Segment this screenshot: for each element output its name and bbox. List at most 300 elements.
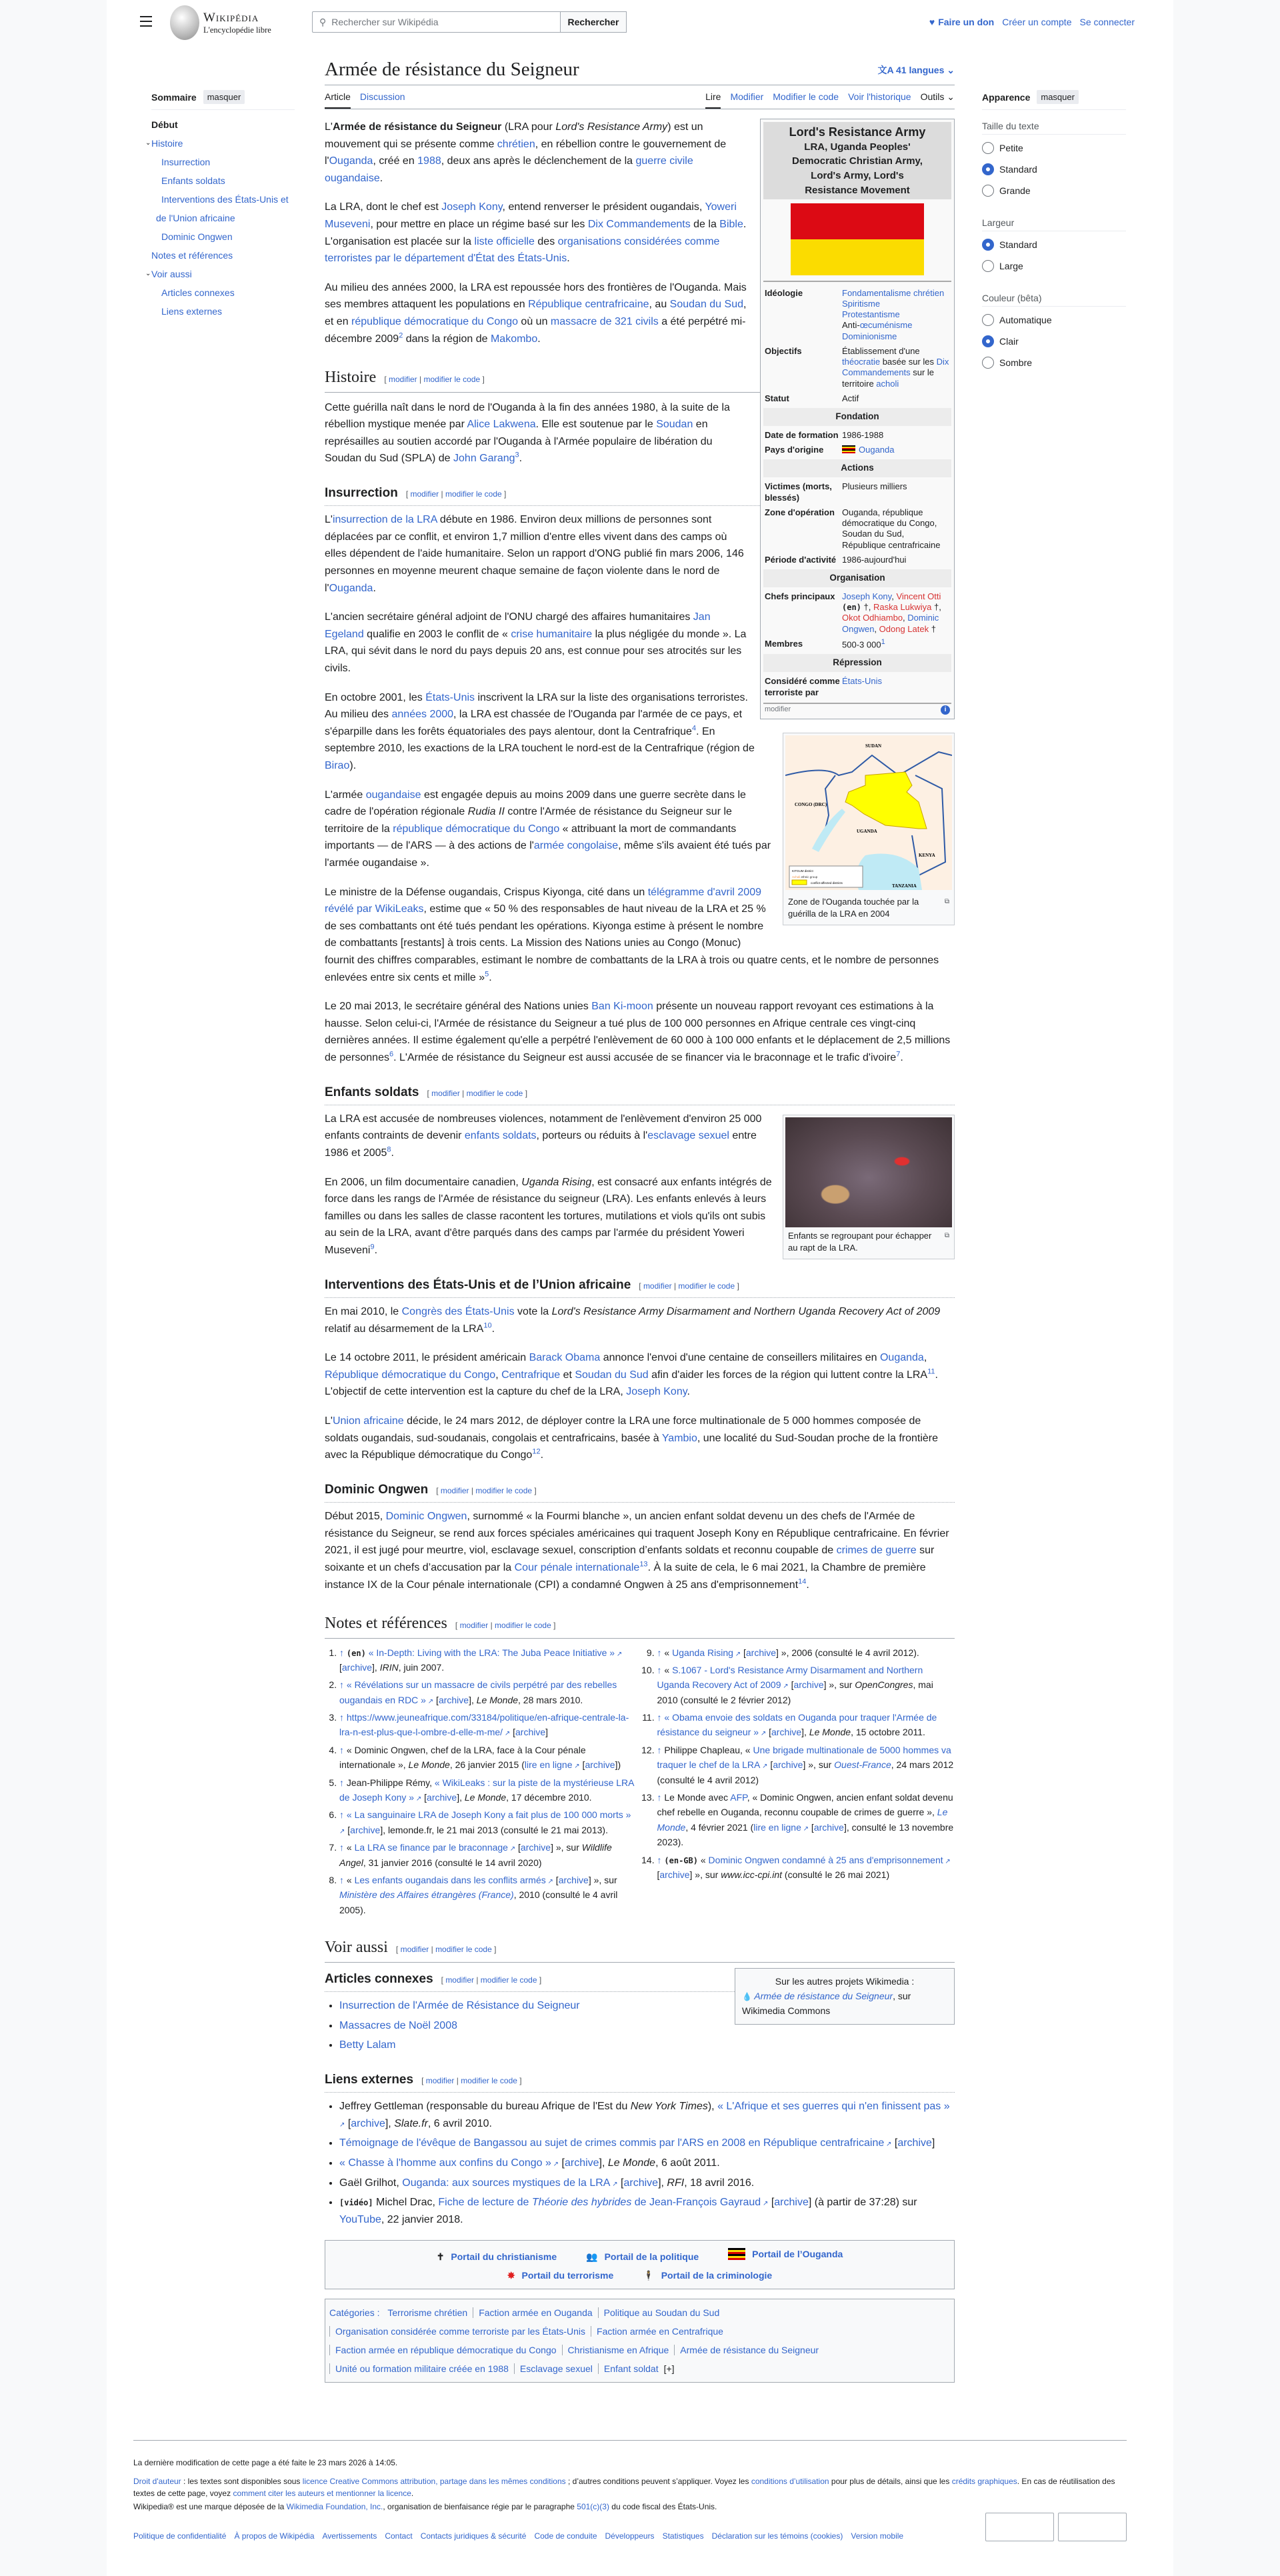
wikimedia-button[interactable] (985, 2513, 1054, 2541)
donate-link[interactable] (929, 17, 994, 27)
link[interactable]: archive (564, 2157, 599, 2169)
link[interactable]: Protestantisme (842, 309, 900, 319)
backlink-arrow[interactable]: ↑ (339, 1809, 347, 1821)
map-label: UGANDA (857, 828, 877, 834)
link[interactable]: Birao (325, 760, 350, 771)
edit-section-link[interactable]: modifier (425, 2075, 455, 2085)
wikipedia-logo[interactable] (170, 5, 271, 40)
external-link[interactable]: Une brigade multinationale de 5000 hommes va traquer le chef de la LRA ↗ (657, 1744, 951, 1771)
link[interactable]: archive (771, 1727, 802, 1738)
infobox-section-header: Fondation (763, 408, 951, 426)
category-link[interactable]: Faction armée en république démocratique du Congo (329, 2345, 562, 2355)
backlink-arrow[interactable]: ↑ (657, 1647, 665, 1658)
sister-heading: Sur les autres projets Wikimedia : (775, 1975, 915, 1987)
enlarge-icon[interactable]: ⧉ (944, 898, 949, 906)
link[interactable]: archive (773, 1759, 803, 1771)
backlink-arrow[interactable]: ↑ (657, 1792, 665, 1803)
category-link[interactable]: Christianisme en Afrique (562, 2345, 675, 2355)
license-text: Droit d'auteur : les textes sont disponibles sous licence Creative Commons attribution, partage dans les mêmes conditions ; d’autres conditions peuvent s’appliquer. Voyez les conditions d’utilisation pour plus de détails, ainsi que les crédits graphiques. En cas de réutilisation des textes de cette page, voyez comment citer les auteurs et mentionner la licence. (133, 2477, 1115, 2498)
link[interactable]: Ban Ki-moon (591, 1001, 653, 1013)
section-title: Enfants soldats (325, 1085, 419, 1099)
link[interactable]: archive (351, 2117, 385, 2129)
reference-item: 9. ↑ « Uganda Rising ↗ [archive] », 2006 (consulté le 4 avril 2012). (657, 1645, 955, 1660)
link[interactable]: comment citer les auteurs et mentionner la licence (233, 2489, 411, 2498)
red-link[interactable]: Vincent Otti (896, 591, 941, 601)
link[interactable]: archive (341, 1661, 373, 1673)
radio-button[interactable] (982, 142, 994, 154)
section-edit-links: [ modifier | modifier le code ] (384, 375, 485, 385)
external-link[interactable]: « Chasse à l'homme aux confins du Congo » ↗ (339, 2157, 559, 2169)
category-link[interactable]: Politique au Soudan du Sud (598, 2307, 725, 2318)
tab-voir-l-historique[interactable]: Voir l'historique (848, 91, 911, 102)
link[interactable]: AFP (730, 1792, 747, 1803)
portal-label[interactable]: Portail de la criminologie (661, 2270, 773, 2281)
paragraph: Au milieu des années 2000, la LRA est repoussée hors des frontières de l'Ouganda. Mais ses membres attaquent les populations en République centrafricaine, au Soudan du Sud, et en république démocratique du Congo où un massacre de 321 civils a été perpétré mi-décembre 2009$^2$ dans la région de Makombo. (325, 281, 747, 345)
infobox-value: Ouganda, république démocratique du Congo, Soudan du Sud, République centrafricaine (842, 507, 941, 550)
link[interactable]: Soudan (656, 419, 693, 431)
link[interactable]: archive (558, 1875, 589, 1885)
link[interactable]: archive (427, 1792, 457, 1803)
toc-item[interactable] (151, 283, 295, 302)
radio-button[interactable] (982, 163, 994, 175)
reference-link[interactable]: 3 (515, 451, 519, 459)
link[interactable]: télégramme d'avril 2009 révélé par WikiLeaks (325, 886, 761, 915)
link[interactable]: archive (897, 2137, 932, 2149)
category-link[interactable]: Esclavage sexuel (514, 2363, 598, 2374)
footer-link[interactable]: Déclaration sur les témoins (cookies) (711, 2531, 843, 2541)
lra-children-photo[interactable] (785, 1117, 952, 1227)
link[interactable]: théocratie (842, 357, 881, 367)
edit-source-link[interactable]: modifier le code (480, 1975, 537, 1985)
link[interactable]: Joseph Kony (842, 591, 892, 601)
reference-link[interactable]: 13 (639, 1560, 648, 1569)
reference-link[interactable]: 10 (483, 1321, 492, 1330)
footer-link[interactable]: Développeurs (605, 2531, 655, 2541)
link[interactable]: Yambio (661, 1432, 697, 1444)
link[interactable]: crise humanitaire (511, 628, 593, 640)
tab-modifier[interactable]: Modifier (730, 91, 764, 102)
external-link[interactable]: S.1067 - Lord's Resistance Army Disarmament and Northern Uganda Recovery Act of 2009 ↗ (657, 1664, 923, 1691)
link[interactable]: archive (438, 1694, 469, 1705)
backlink-arrow[interactable]: ↑ (339, 1777, 347, 1788)
portal-link[interactable] (728, 2245, 843, 2263)
edit-section-link[interactable]: modifier (459, 1621, 489, 1631)
footer-link[interactable]: Politique de confidentialité (133, 2531, 227, 2541)
italic-text: Uganda Rising (521, 1176, 592, 1188)
link[interactable]: Soudan du Sud (575, 1369, 649, 1381)
backlink-arrow[interactable]: ↑ (339, 1875, 347, 1885)
link[interactable]: Fondamentalisme chrétien (842, 287, 945, 298)
search-button[interactable]: Rechercher (560, 11, 627, 33)
external-link[interactable]: lire en ligne ↗ (753, 1821, 809, 1833)
categories-expand-button[interactable]: [+] (663, 2363, 675, 2375)
portal-label[interactable]: Portail du christianisme (451, 2251, 557, 2263)
link[interactable]: Makombo (490, 333, 538, 345)
backlink-arrow[interactable]: ↑ (339, 1712, 347, 1723)
link[interactable]: Cour pénale internationale (514, 1561, 640, 1573)
radio-option[interactable] (982, 309, 1126, 331)
link[interactable]: Joseph Kony (441, 201, 503, 213)
toc-item-label: Histoire (151, 138, 183, 149)
external-link[interactable]: « Révélations sur un massacre de civils perpétré par des rebelles ougandais en RDC » ↗ (339, 1679, 617, 1705)
footer-link[interactable]: Version mobile (851, 2531, 904, 2541)
link[interactable]: liste officielle (474, 235, 535, 247)
related-article-link[interactable]: Insurrection de l'Armée de Résistance du Seigneur (339, 1999, 580, 2011)
reference-link[interactable]: 8 (387, 1145, 391, 1154)
categories-label[interactable]: Catégories : (329, 2307, 380, 2319)
red-link[interactable]: Okot Odhiambo (842, 613, 903, 623)
edit-section-link[interactable]: modifier (400, 1945, 429, 1955)
external-link-icon: ↗ (759, 1730, 767, 1738)
link[interactable]: 1988 (417, 155, 441, 167)
portal-label[interactable]: Portail du terrorisme (521, 2270, 614, 2281)
backlink-arrow[interactable]: ↑ (339, 1679, 347, 1691)
footer-link[interactable]: Statistiques (662, 2531, 704, 2541)
info-icon[interactable]: i (941, 705, 950, 715)
link[interactable]: chrétien (497, 138, 535, 150)
toc-item[interactable] (151, 153, 295, 171)
link[interactable]: Wikimedia Foundation, Inc. (286, 2502, 383, 2511)
backlink-arrow[interactable]: ↑ (657, 1854, 665, 1865)
link[interactable]: Soudan du Sud (669, 299, 743, 311)
infobox-edit-link[interactable]: modifier (765, 705, 791, 713)
link[interactable]: Spiritisme (842, 298, 881, 309)
link[interactable]: œcuménisme (859, 320, 913, 331)
edit-section-link[interactable]: modifier (431, 1088, 460, 1098)
external-link[interactable]: Uganda Rising ↗ (672, 1647, 741, 1658)
sister-link-line (742, 1989, 947, 2019)
footer-link[interactable]: Avertissements (322, 2531, 377, 2541)
category-link[interactable]: Organisation considérée comme terroriste par les États-Unis (329, 2326, 591, 2337)
link[interactable]: république démocratique du Congo (351, 315, 518, 327)
edit-source-link[interactable]: modifier le code (423, 375, 481, 385)
reference-link[interactable]: 6 (389, 1050, 394, 1059)
category-link[interactable]: Unité ou formation militaire créée en 1988 (329, 2363, 514, 2374)
portal-link[interactable] (643, 2266, 772, 2285)
toc-item[interactable] (151, 171, 295, 190)
external-link[interactable]: https://www.jeuneafrique.com/33184/politique/en-afrique-centrale-la-lra-n-est-plus-que-l-ombre-d-elle-m-me/ ↗ (339, 1712, 629, 1738)
infobox-value: 1986-1988 (842, 429, 884, 440)
reference-link[interactable]: 7 (896, 1050, 901, 1059)
link[interactable]: licence Creative Commons attribution, partage dans les mêmes conditions (302, 2477, 566, 2486)
link[interactable]: archive (515, 1727, 546, 1738)
link[interactable]: insurrection de la LRA (332, 514, 437, 526)
edit-source-link[interactable]: modifier le code (445, 489, 502, 499)
tab-outils[interactable]: Outils ⌄ (920, 91, 955, 102)
infobox-row (763, 637, 951, 653)
commons-link[interactable] (754, 1991, 893, 2001)
lra-flag (791, 203, 924, 275)
external-link-icon: ↗ (801, 1825, 809, 1833)
edit-section-link[interactable]: modifier (389, 375, 417, 385)
link[interactable]: archive (745, 1647, 777, 1658)
infobox-label: Période d'activité (765, 554, 837, 565)
related-article-link[interactable]: Betty Lalam (339, 2039, 396, 2051)
link[interactable]: Fiche de lecture de (438, 2197, 532, 2209)
category-link[interactable]: Faction armée en Centrafrique (591, 2326, 729, 2337)
link[interactable]: archive (623, 2177, 659, 2189)
edit-source-link[interactable]: modifier le code (495, 1621, 551, 1631)
backlink-arrow[interactable]: ↑ (339, 1842, 347, 1853)
link[interactable]: République démocratique du Congo (325, 1369, 496, 1381)
reference-item: 5. ↑ Jean-Philippe Rémy, « WikiLeaks : sur la piste de la mystérieuse LRA de Joseph Kony » ↗ [archive], Le Monde, 17 décembre 2010. (339, 1775, 637, 1805)
tab-modifier-le-code[interactable]: Modifier le code (773, 91, 839, 102)
radio-option[interactable] (982, 137, 1126, 159)
category-link[interactable]: Enfant soldat (598, 2363, 664, 2374)
link[interactable]: archive (813, 1821, 844, 1833)
link[interactable]: esclavage sexuel (647, 1130, 729, 1142)
create-account-link[interactable]: Créer un compte (1002, 17, 1072, 27)
external-link[interactable]: « La sanguinaire LRA de Joseph Kony a fait plus de 100 000 morts » ↗ (339, 1809, 631, 1835)
italic-text: Le Monde (476, 1694, 519, 1705)
edit-source-link[interactable]: modifier le code (475, 1485, 533, 1495)
footer-link[interactable]: Code de conduite (534, 2531, 597, 2541)
link[interactable]: Congrès des États-Unis (401, 1306, 515, 1318)
link[interactable]: Alice Lakwena (467, 419, 536, 431)
list-item: • « Chasse à l'homme aux confins du Congo » ↗ [archive], Le Monde, 6 août 2011. (339, 2155, 955, 2172)
toc-item[interactable] (151, 190, 295, 227)
portal-label[interactable]: Portail de la politique (604, 2251, 699, 2263)
section-heading (325, 1083, 955, 1105)
external-link[interactable]: Dominic Ongwen condamné à 25 ans d'emprisonnement ↗ (708, 1854, 951, 1865)
external-link-icon: ↗ (572, 1763, 580, 1771)
infobox-value (842, 445, 950, 455)
link[interactable]: République centrafricaine (528, 299, 649, 311)
link[interactable]: crédits graphiques (951, 2477, 1017, 2486)
radio-option[interactable] (982, 159, 1126, 180)
external-link[interactable]: Les enfants ougandais dans les conflits armés ↗ (354, 1875, 553, 1885)
mediawiki-button[interactable] (1058, 2513, 1127, 2541)
link[interactable]: 501(c)(3) (577, 2502, 609, 2511)
link[interactable]: archive (774, 2197, 809, 2209)
backlink-arrow[interactable]: ↑ (657, 1744, 665, 1755)
reference-link[interactable]: 4 (691, 724, 697, 733)
portal-link[interactable] (586, 2247, 699, 2266)
link[interactable]: Dix Commandements (842, 357, 949, 378)
paragraph: L'insurrection de la LRA débute en 1986. Environ deux millions de personnes sont déplacées par ce conflit, et environ 1,7 million d'entre elles vivent dans des camps où elles dépendent de l'aide humanitaire. Selon un rapport d'ONG publié fin mars 2006, 146 personnes en moyenne meurent chaque semaine de façon violente dans le nord de l'Ouganda. (325, 514, 744, 594)
infobox-row (763, 344, 951, 391)
page-title-text: Armée de résistance du Seigneur (325, 59, 579, 80)
link[interactable]: Jan Egeland (325, 611, 711, 640)
external-link[interactable]: de Jean-François Gayraud ↗ (631, 2197, 769, 2209)
reference-link[interactable]: 1 (881, 637, 885, 646)
link[interactable] (532, 2197, 631, 2208)
radio-option[interactable] (982, 234, 1126, 255)
reference-link[interactable]: 11 (927, 1367, 935, 1376)
uganda-map-image[interactable] (785, 735, 952, 890)
radio-option[interactable] (982, 352, 1126, 373)
edit-section-link[interactable]: modifier (445, 1975, 474, 1985)
radio-button[interactable] (982, 357, 994, 369)
logo-tagline: L'encyclopédie libre (203, 25, 271, 35)
link[interactable]: Barack Obama (529, 1352, 601, 1364)
edit-source-link[interactable]: modifier le code (435, 1945, 492, 1955)
toc-item[interactable] (145, 265, 295, 283)
link[interactable]: Joseph Kony (626, 1386, 687, 1398)
edit-section-link[interactable]: modifier (410, 489, 439, 499)
category-link[interactable]: Armée de résistance du Seigneur (674, 2345, 824, 2355)
link[interactable]: armée congolaise (533, 840, 619, 852)
link[interactable]: Ouganda (859, 445, 895, 455)
toc-item-label: Liens externes (161, 306, 223, 317)
link[interactable]: YouTube (339, 2213, 381, 2225)
toc-hide-button[interactable]: masquer (203, 90, 245, 104)
backlink-arrow[interactable]: ↑ (339, 1744, 347, 1755)
external-link[interactable]: « In-Depth: Living with the LRA: The Juba Peace Initiative » ↗ (368, 1647, 623, 1658)
radio-button[interactable] (982, 239, 994, 251)
portal-label[interactable]: Portail de l’Ouganda (752, 2249, 843, 2260)
paragraph: La LRA, dont le chef est Joseph Kony, entend renverser le président ougandais, Yoweri Museveni, pour mettre en place un régime basé sur les Dix Commandements de la Bible. L'organisation est placée sur la liste officielle des organisations considérées comme terroristes par le département d'État des États-Unis. (325, 201, 747, 265)
login-link[interactable]: Se connecter (1079, 17, 1135, 27)
link[interactable]: États-Unis (425, 691, 475, 703)
radio-option[interactable] (982, 331, 1126, 352)
search-input[interactable] (312, 11, 560, 33)
external-link[interactable]: « WikiLeaks : sur la piste de la mystérieuse LRA de Joseph Kony » ↗ (339, 1777, 634, 1803)
link[interactable]: archive (585, 1759, 615, 1771)
tab-article[interactable]: Article (325, 91, 351, 109)
link[interactable]: Ouganda (879, 1352, 924, 1364)
link[interactable]: massacre de 321 civils (550, 315, 659, 327)
red-link[interactable]: Odong Latek (879, 623, 929, 634)
link[interactable]: Bible (719, 218, 743, 230)
backlink-arrow[interactable]: ↑ (657, 1712, 665, 1723)
link[interactable]: Dominic Ongwen (385, 1511, 467, 1523)
link[interactable]: Ouganda (329, 155, 373, 167)
link[interactable]: acholi (876, 378, 899, 389)
chevron-down-icon[interactable]: ⌄ (145, 270, 151, 277)
category-link[interactable]: Faction armée en Ouganda (473, 2307, 597, 2318)
reference-item: 2. ↑ « Révélations sur un massacre de civils perpétré par des rebelles ougandais en RDC » ↗ [archive], Le Monde, 28 mars 2010. (339, 1677, 637, 1707)
map-figure (783, 733, 955, 926)
link[interactable]: conditions d’utilisation (751, 2477, 829, 2486)
external-link[interactable]: Témoignage de l'évêque de Bangassou au sujet de crimes commis par l'ARS en 2008 en République centrafricaine ↗ (339, 2137, 892, 2149)
link[interactable]: archive (659, 1869, 690, 1880)
toc-item[interactable] (151, 246, 295, 265)
link[interactable]: archive (793, 1679, 824, 1691)
red-link[interactable]: Raska Lukwiya (873, 602, 932, 613)
toc-item[interactable] (145, 134, 295, 153)
radio-button[interactable] (982, 260, 994, 272)
toc-item[interactable] (151, 227, 295, 246)
language-indicator: (en) (842, 603, 861, 613)
link[interactable]: organisations considérées comme terroristes par le département d'État des États-Unis (325, 235, 720, 265)
enlarge-icon[interactable]: ⧉ (944, 1231, 949, 1239)
infobox-section-header: Organisation (763, 569, 951, 587)
link[interactable]: Union africaine (332, 1415, 404, 1427)
globe-icon (170, 5, 199, 40)
reference-item: 11. ↑ « Obama envoie des soldats en Ouganda pour traquer l'Armée de résistance du seigneur » ↗ [archive], Le Monde, 15 octobre 2011. (657, 1710, 955, 1740)
tab-discussion[interactable]: Discussion (359, 91, 405, 102)
link[interactable]: Droit d'auteur (133, 2477, 181, 2486)
edit-source-link[interactable]: modifier le code (461, 2075, 517, 2085)
language-indicator: [vidéo] (339, 2198, 373, 2208)
link[interactable]: ougandaise (365, 789, 421, 801)
backlink-arrow[interactable]: ↑ (657, 1664, 665, 1675)
list-item: • Gaël Grilhot, Ouganda: aux sources mystiques de la LRA ↗ [archive], RFI, 18 avril 2016. (339, 2175, 955, 2192)
radio-button[interactable] (982, 335, 994, 347)
external-link-icon: ↗ (425, 1697, 434, 1705)
related-article-link[interactable]: Massacres de Noël 2008 (339, 2019, 457, 2031)
link[interactable]: John Garang (453, 453, 515, 465)
link[interactable]: États-Unis (842, 676, 882, 687)
backlink-arrow[interactable]: ↑ (339, 1647, 347, 1658)
language-button[interactable]: 文A 41 langues ⌄ (877, 64, 955, 75)
edit-source-link[interactable]: modifier le code (466, 1088, 523, 1098)
link[interactable]: années 2000 (391, 709, 454, 721)
link[interactable]: enfants soldats (464, 1130, 537, 1142)
link[interactable]: Yoweri Museveni (325, 201, 737, 230)
radio-button[interactable] (982, 185, 994, 197)
external-link[interactable]: « Obama envoie des soldats en Ouganda pour traquer l'Armée de résistance du seigneur » ↗ (657, 1712, 937, 1738)
infobox-row (763, 674, 951, 700)
reference-link[interactable]: 5 (485, 970, 489, 979)
external-link[interactable]: « L'Afrique et ses guerres qui n'en finissent pas » ↗ (339, 2101, 950, 2129)
link[interactable]: Ouganda (329, 582, 373, 594)
link[interactable]: Centrafrique (501, 1369, 561, 1381)
radio-label: Grande (999, 185, 1031, 196)
radio-label: Large (999, 261, 1023, 271)
external-link[interactable]: La LRA se finance par le braconnage ↗ (354, 1842, 516, 1853)
reference-item: 12. ↑ Philippe Chapleau, « Une brigade multinationale de 5000 hommes va traquer le chef de la LRA ↗ [archive] », sur Ouest-France, 24 mars 2012 (consulté le 4 avril 2012) (657, 1743, 955, 1787)
infobox (760, 119, 955, 719)
category-link[interactable]: Terrorisme chrétien (387, 2307, 468, 2319)
edit-section-link[interactable]: modifier (440, 1485, 469, 1495)
link[interactable]: Dominionisme (842, 331, 897, 341)
footer-link[interactable]: Contacts juridiques & sécurité (420, 2531, 527, 2541)
link[interactable]: archive (350, 1824, 381, 1835)
reference-link[interactable]: 14 (798, 1577, 807, 1586)
portal-link[interactable] (437, 2247, 557, 2266)
link[interactable]: Dix Commandements (587, 218, 691, 230)
reference-link[interactable]: 9 (370, 1243, 375, 1251)
infobox-row (763, 505, 951, 553)
portal-link[interactable] (507, 2266, 613, 2285)
tab-lire[interactable]: Lire (705, 91, 721, 109)
toc-item[interactable] (151, 115, 295, 134)
external-link[interactable]: Ouganda: aux sources mystiques de la LRA ↗ (402, 2177, 618, 2189)
link[interactable]: république démocratique du Congo (393, 823, 560, 835)
appearance-hide-button[interactable]: masquer (1037, 90, 1079, 104)
link[interactable]: Dominic Ongwen (842, 613, 939, 634)
toc-item-label: Insurrection (161, 157, 211, 167)
footer-link[interactable]: Contact (385, 2531, 413, 2541)
chevron-down-icon[interactable]: ⌄ (145, 139, 151, 147)
toc-item[interactable] (151, 302, 295, 321)
main-menu-icon[interactable] (140, 16, 152, 27)
link[interactable]: crimes de guerre (836, 1545, 917, 1557)
radio-button[interactable] (982, 314, 994, 326)
paragraph: L'ancien secrétaire général adjoint de l'ONU chargé des affaires humanitaires Jan Egeland qualifie en 2003 le conflit de « crise humanitaire la plus négligée du monde ». La LRA, qui sévit dans le nord du pays depuis 20 ans, est connue pour ses atrocités sur les civils. (325, 611, 747, 675)
link[interactable] (834, 1759, 891, 1770)
appearance-panel (982, 90, 1126, 379)
radio-option[interactable] (982, 180, 1126, 201)
paragraph: Le 20 mai 2013, le secrétaire général des Nations unies Ban Ki-moon présente un nouveau rapport revoyant ces estimations à la hausse. Selon celui-ci, l'Armée de résistance du Seigneur a tué plus de 100 000 personnes en Afrique centrale ces vingt-cinq dernières années. Il estime également qu'elle a perpétré l'enlèvement de 60 000 à 100 000 enfants et le déplacement de 2,5 millions de personnes$^6$. L'Armée de résistance du Seigneur est aussi accusée de se financer via le braconnage et le trafic d'ivoire$^7$. (325, 1001, 951, 1063)
link[interactable]: archive (520, 1842, 551, 1853)
reference-link[interactable]: 2 (399, 331, 403, 340)
radio-option[interactable] (982, 255, 1126, 277)
reference-link[interactable]: 12 (532, 1447, 541, 1456)
edit-section-link[interactable]: modifier (643, 1281, 672, 1291)
external-link[interactable]: lire en ligne ↗ (524, 1759, 580, 1771)
infobox-section-header: Répression (763, 654, 951, 672)
toc-item-label: Interventions des États-Unis et de l'Union africaine (156, 194, 289, 223)
link[interactable] (339, 1889, 514, 1900)
infobox-footer (763, 703, 951, 716)
link[interactable]: guerre civile ougandaise (325, 155, 693, 184)
edit-source-link[interactable]: modifier le code (678, 1281, 735, 1291)
footer-link[interactable]: À propos de Wikipédia (234, 2531, 315, 2541)
language-indicator: (en) (346, 1648, 366, 1658)
